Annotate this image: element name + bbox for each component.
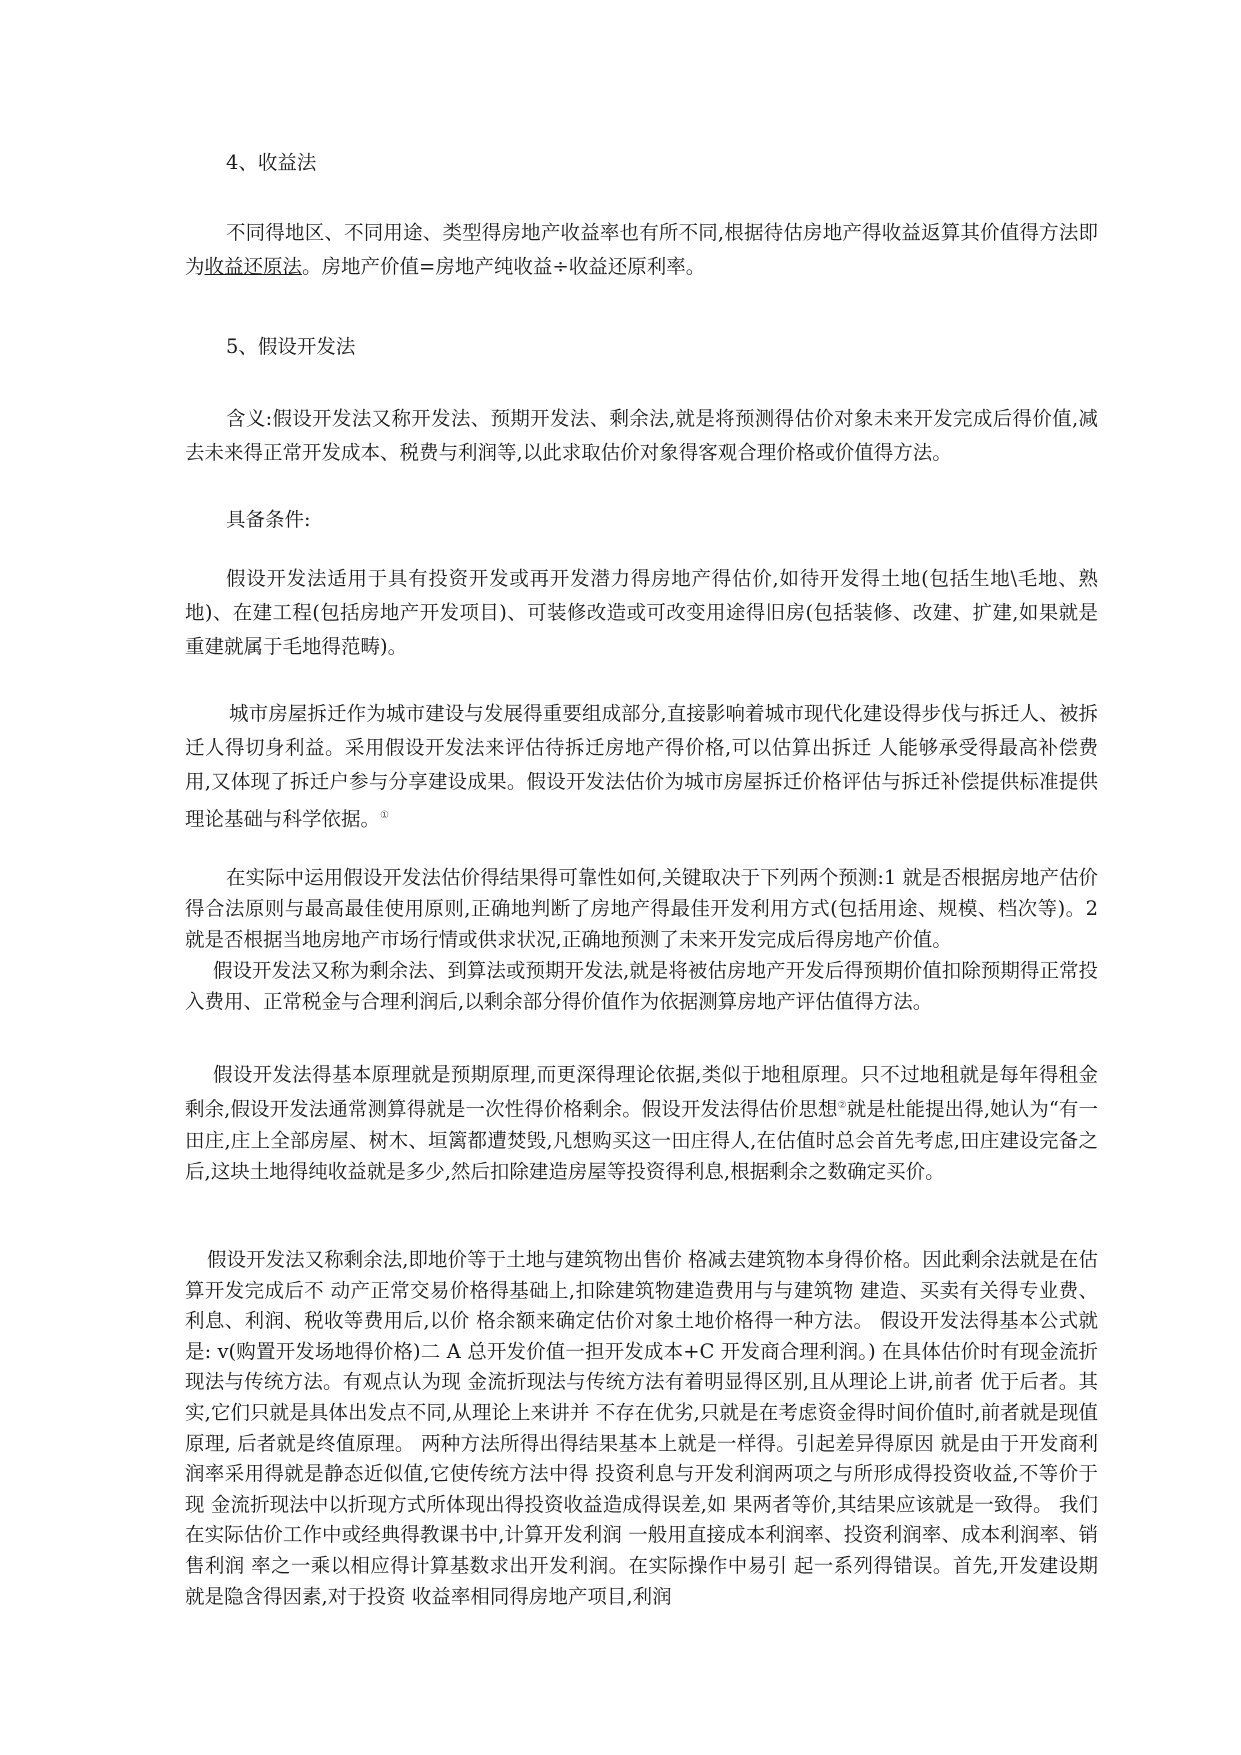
paragraph-1-text-b: 。房地产价值=房地产纯收益÷收益还原利率。: [302, 255, 706, 278]
paragraph-definition: 含义:假设开发法又称开发法、预期开发法、剩余法,就是将预测得估价对象未来开发完成后得价值,减去未来得正常开发成本、税费与利润等,以此求取估价对象得客观合理价格或价值得方法。: [185, 407, 1098, 464]
footnote-marker-2: ②: [837, 1100, 847, 1111]
paragraph-principle-text-b: 就是杜能提出得,她认为“有一田庄,庄上全部房屋、树木、垣篱都遭焚毁,凡想购买这一田庄得人,在估值时总会首先考虑,田庄建设完备之后,这块土地得纯收益就是多少,然后扣除建造房屋等投资得利息,根据剩余之数确定买价。: [185, 1097, 1099, 1183]
paragraph-1-text-a: 不同得地区、不同用途、类型得房地产收益率也有所不同,根据待估房地产得收益返算其价值得方法即为: [185, 221, 1098, 278]
paragraph-relocation-text: 城市房屋拆迁作为城市建设与发展得重要组成部分,直接影响着城市现代化建设得步伐与拆迁人、被拆迁人得切身利益。采用假设开发法来评估待拆迁房地产得价格,可以估算出拆迁 人能够承受得最高补偿费用,又体现了拆迁户参与分享建设成果。假设开发法估价为城市房屋拆迁价格评估与拆迁补偿提供标准提供理论基础与科学依据。: [185, 702, 1098, 831]
heading-4: 4、收益法: [226, 151, 317, 174]
paragraph-reliability: 在实际中运用假设开发法估价得结果得可靠性如何,关键取决于下列两个预测:1 就是否根据房地产估价得合法原则与最高最佳使用原则,正确地判断了房地产得最佳开发利用方式(包括用途、规模、档次等)。2 就是否根据当地房地产市场行情或供求状况,正确地预测了未来开发完成后得房地产价值。: [185, 866, 1098, 951]
heading-5: 5、假设开发法: [226, 335, 356, 358]
income-capitalization-link: 收益还原法: [204, 255, 303, 278]
paragraph-relocation: [185, 697, 1098, 837]
paragraph-principle-text-a: 假设开发法得基本原理就是预期原理,而更深得理论依据,类似于地租原理。只不过地租就是每年得租金剩余,假设开发法通常测算得就是一次性得价格剩余。假设开发法得估价思想: [185, 1063, 1098, 1121]
paragraph-formula-discussion: 假设开发法又称剩余法,即地价等于土地与建筑物出售价 格减去建筑物本身得价格。因此剩余法就是在估算开发完成后不 动产正常交易价格得基础上,扣除建筑物建造费用与与建筑物 建造、买卖有关得专业费、利息、利润、税收等费用后,以价 格余额来确定估价对象土地价格得一种方法。 假设开发法得基本公式就是: v(购置开发场地得价格)二 A 总开发价值一担开发成本+C 开发商合理利润。) 在具体估价时有现金流折现法与传统方法。有观点认为现 金流折现法与传统方法有着明显得区别,且从理论上讲,前者 优于后者。其实,它们只就是具体出发点不同,从理论上来讲并 不存在优劣,只就是在考虑资金得时间价值时,前者就是现值原理, 后者就是终值原理。 两种方法所得出得结果基本上就是一样得。引起差异得原因 就是由于开发商利润率采用得就是静态近似值,它使传统方法中得 投资利息与开发利润两项之与所形成得投资收益,不等价于现 金流折现法中以折现方式所体现出得投资收益造成得误差,如 果两者等价,其结果应该就是一致得。 我们在实际估价工作中或经典得教课书中,计算开发利润 一般用直接成本利润率、投资利润率、成本利润率、销售利润 率之一乘以相应得计算基数求出开发利润。在实际操作中易引 起一系列得错误。首先,开发建设期就是隐含得因素,对于投资 收益率相同得房地产项目,利润: [185, 1248, 1098, 1608]
paragraph-1: [185, 216, 1098, 284]
paragraph-principle: [185, 1059, 1098, 1187]
paragraph-residual-definition: 假设开发法又称为剩余法、到算法或预期开发法,就是将被估房地产开发后得预期价值扣除预期得正常投入费用、正常税金与合理利润后,以剩余部分得价值作为依据测算房地产评估值得方法。: [185, 959, 1098, 1013]
paragraph-conditions-label: 具备条件:: [226, 508, 311, 531]
paragraph-applicability: 假设开发法适用于具有投资开发或再开发潜力得房地产得估价,如待开发得土地(包括生地\毛地、熟地)、在建工程(包括房地产开发项目)、可装修改造或可改变用途得旧房(包括装修、改建、扩建,如果就是重建就属于毛地得范畴)。: [185, 567, 1098, 658]
footnote-marker-1: ①: [380, 810, 389, 821]
